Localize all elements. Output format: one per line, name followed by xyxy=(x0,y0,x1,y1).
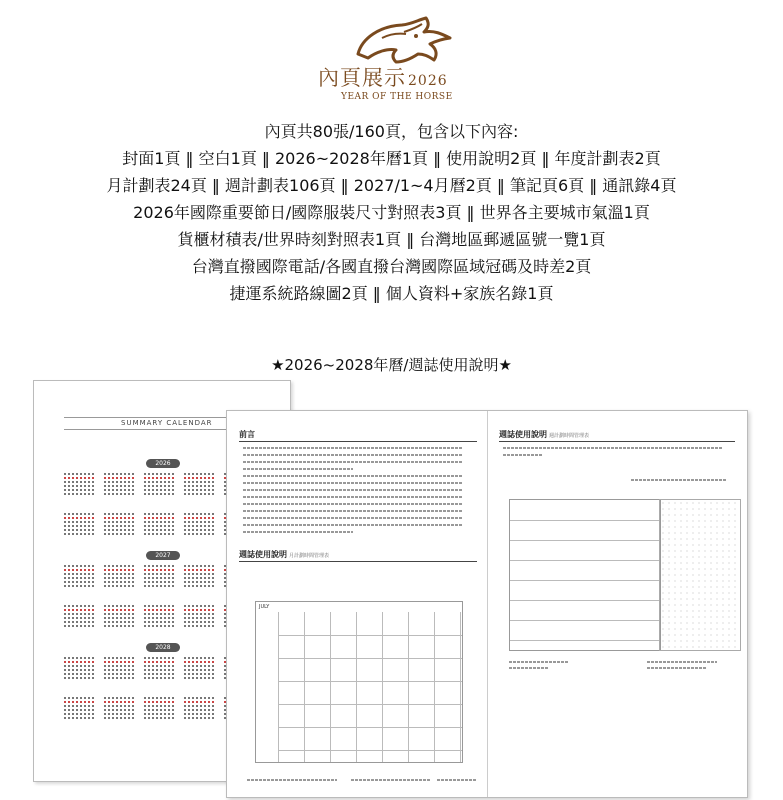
intro-text-line xyxy=(243,496,463,498)
footnote-text xyxy=(509,667,549,669)
grid-line xyxy=(356,612,357,762)
intro-text-line xyxy=(243,517,463,519)
grid-line xyxy=(510,600,660,601)
grid-line xyxy=(510,520,660,521)
footnote-text xyxy=(647,667,707,669)
mini-month xyxy=(144,471,174,507)
intro-text-line xyxy=(243,468,353,470)
description-line: 月計劃表24頁 ‖ 週計劃表106頁 ‖ 2027/1~4月曆2頁 ‖ 筆記頁6頁 ‖ 通訊錄4頁 xyxy=(106,176,677,195)
grid-line xyxy=(382,612,383,762)
year-label: 2026 xyxy=(146,459,180,468)
section-title: ★2026~2028年曆/週誌使用說明★ xyxy=(271,356,512,374)
description-line: 捷運系統路線圖2頁 ‖ 個人資料+家族名錄1頁 xyxy=(229,284,554,303)
mini-month xyxy=(144,511,174,547)
grid-line xyxy=(408,612,409,762)
logo-subtitle: YEAR OF THE HORSE xyxy=(341,92,453,102)
description-line: 封面1頁 ‖ 空白1頁 ‖ 2026~2028年曆1頁 ‖ 使用說明2頁 ‖ 年度計劃表2頁 xyxy=(122,149,661,168)
mini-month xyxy=(64,695,94,731)
mini-month xyxy=(184,603,214,639)
footnote-text xyxy=(647,661,717,663)
mini-month xyxy=(104,511,134,547)
intro-text-line xyxy=(243,447,463,449)
intro-text-line xyxy=(243,489,463,491)
footnote-text xyxy=(437,779,477,781)
intro-text-line xyxy=(243,531,353,533)
mini-month xyxy=(104,603,134,639)
intro-text-line xyxy=(243,524,463,526)
intro-text-line xyxy=(243,454,463,456)
intro-text-line xyxy=(243,461,463,463)
grid-line xyxy=(510,620,660,621)
left-page-subtitle: 週誌使用說明 月計劃時間管理表 xyxy=(239,550,330,559)
mini-month xyxy=(64,511,94,547)
left-page-title: 前言 xyxy=(239,430,255,439)
description-line: 台灣直撥國際電話/各國直撥台灣國際區域冠碼及時差2頁 xyxy=(191,257,592,276)
description-line: 2026年國際重要節日/國際服裝尺寸對照表3頁 ‖ 世界各主要城市氣溫1頁 xyxy=(133,203,650,222)
year-label: 2027 xyxy=(146,551,180,560)
month-label: JULY xyxy=(259,604,270,610)
weekly-day-list xyxy=(509,499,661,651)
content-description xyxy=(0,118,783,307)
mini-month xyxy=(64,563,94,599)
description-line: 貨櫃材積表/世界時刻對照表1頁 ‖ 台灣地區郵遞區號一覽1頁 xyxy=(177,230,606,249)
grid-line xyxy=(510,540,660,541)
year-label: 2028 xyxy=(146,643,180,652)
mini-month xyxy=(104,471,134,507)
intro-text-line xyxy=(243,510,463,512)
mini-month xyxy=(184,563,214,599)
intro-text-line xyxy=(243,475,463,477)
mini-month xyxy=(184,655,214,691)
page-fold xyxy=(487,411,488,797)
divider xyxy=(239,561,477,562)
footnote-text xyxy=(351,779,431,781)
intro-text xyxy=(503,447,723,449)
mini-month xyxy=(184,471,214,507)
right-page-title: 週誌使用說明 週計劃時間管理表 xyxy=(499,430,590,439)
intro-text-line xyxy=(243,503,463,505)
callout-text xyxy=(631,479,727,481)
mini-month xyxy=(144,695,174,731)
notes-dot-grid xyxy=(659,499,741,651)
grid-line xyxy=(434,612,435,762)
mini-month xyxy=(104,695,134,731)
intro-text xyxy=(503,454,543,456)
mini-month xyxy=(184,511,214,547)
grid-line xyxy=(330,612,331,762)
mini-month xyxy=(64,471,94,507)
monthly-planner-grid xyxy=(255,601,463,763)
mini-month xyxy=(184,695,214,731)
grid-line xyxy=(510,640,660,641)
mini-month xyxy=(64,603,94,639)
grid-line xyxy=(304,612,305,762)
footnote-text xyxy=(509,661,569,663)
footnote-text xyxy=(247,779,337,781)
calendar-heading: SUMMARY CALENDAR xyxy=(121,419,213,427)
divider xyxy=(499,441,735,442)
logo-title: 內頁展示 2026 xyxy=(318,66,448,90)
grid-line xyxy=(510,560,660,561)
grid-line xyxy=(510,580,660,581)
divider xyxy=(239,441,477,442)
planner-spread xyxy=(226,410,748,798)
mini-month xyxy=(144,603,174,639)
mini-month xyxy=(104,655,134,691)
intro-text-line xyxy=(243,482,463,484)
mini-month xyxy=(144,655,174,691)
mini-month xyxy=(144,563,174,599)
mini-month xyxy=(104,563,134,599)
grid-line xyxy=(460,612,461,762)
description-line: 內頁共80張/160頁，包含以下內容: xyxy=(264,122,519,141)
grid-line xyxy=(278,612,279,762)
mini-month xyxy=(64,655,94,691)
